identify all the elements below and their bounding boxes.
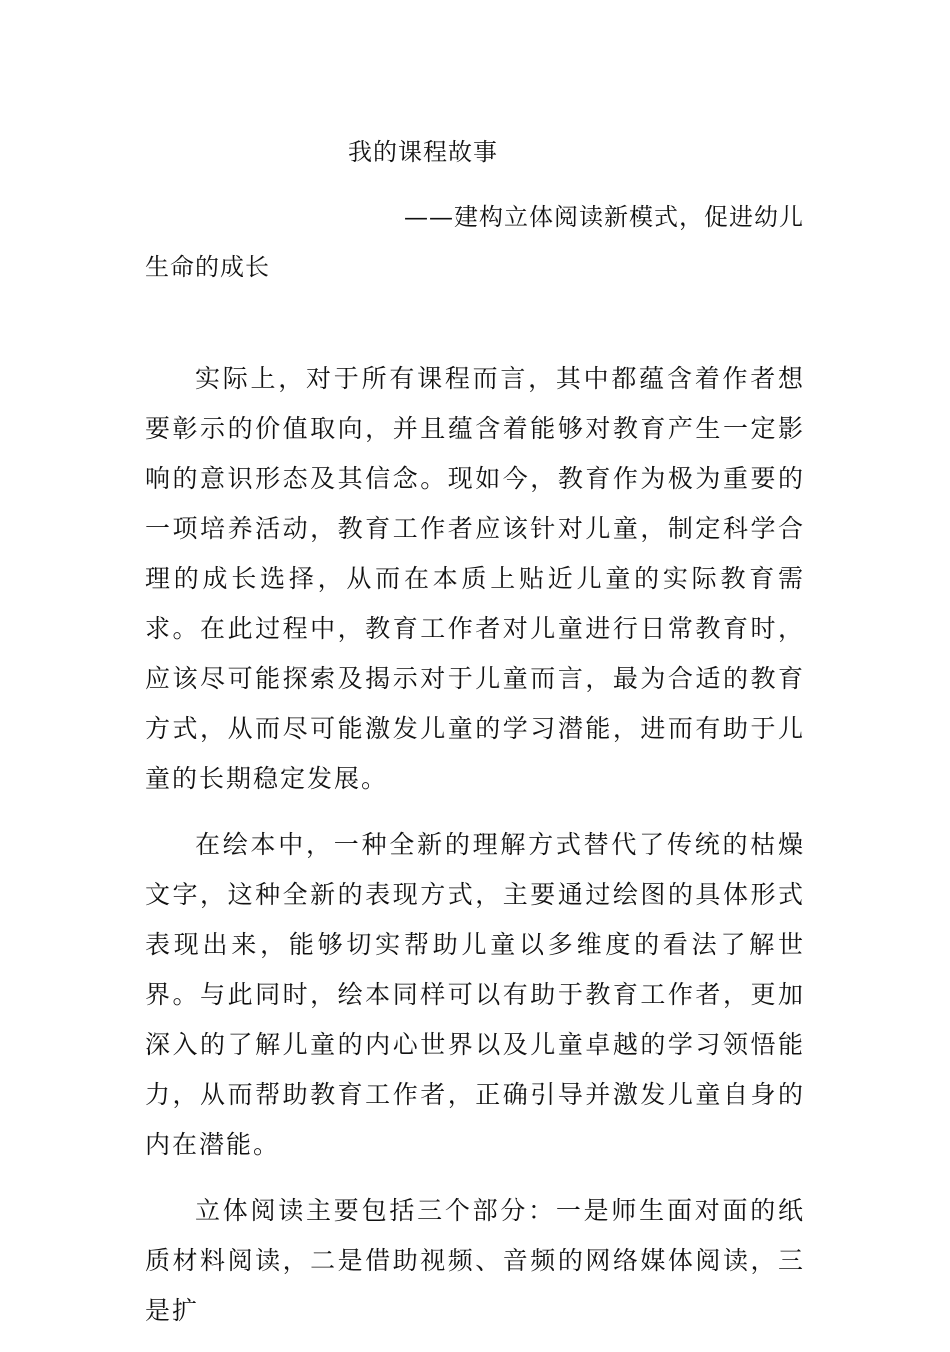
document-subtitle-line-1: ——建构立体阅读新模式，促进幼儿 — [404, 203, 804, 231]
body-paragraph-1: 实际上，对于所有课程而言，其中都蕴含着作者想要彰示的价值取向，并且蕴含着能够对教育产生一定影响的意识形态及其信念。现如今，教育作为极为重要的一项培养活动，教育工作者应该针对儿童，制定科学合理的成长选择，从而在本质上贴近儿童的实际教育需求。在此过程中，教育工作者对儿童进行日常教育时，应该尽可能探索及揭示对于儿童而言，最为合适的教育方式，从而尽可能激发儿童的学习潜能，进而有助于儿童的长期稳定发展。 — [145, 364, 805, 793]
document-subtitle-line-2: 生命的成长 — [145, 253, 270, 281]
body-paragraph-2: 在绘本中，一种全新的理解方式替代了传统的枯燥文字，这种全新的表现方式，主要通过绘图的具体形式表现出来，能够切实帮助儿童以多维度的看法了解世界。与此同时，绘本同样可以有助于教育工作者，更加深入的了解儿童的内心世界以及儿童卓越的学习领悟能力，从而帮助教育工作者，正确引导并激发儿童自身的内在潜能。 — [145, 830, 805, 1159]
document-body — [145, 354, 805, 1352]
body-paragraph-3: 立体阅读主要包括三个部分：一是师生面对面的纸质材料阅读，二是借助视频、音频的网络媒体阅读，三是扩 — [145, 1196, 805, 1325]
document-title: 我的课程故事 — [348, 138, 498, 166]
